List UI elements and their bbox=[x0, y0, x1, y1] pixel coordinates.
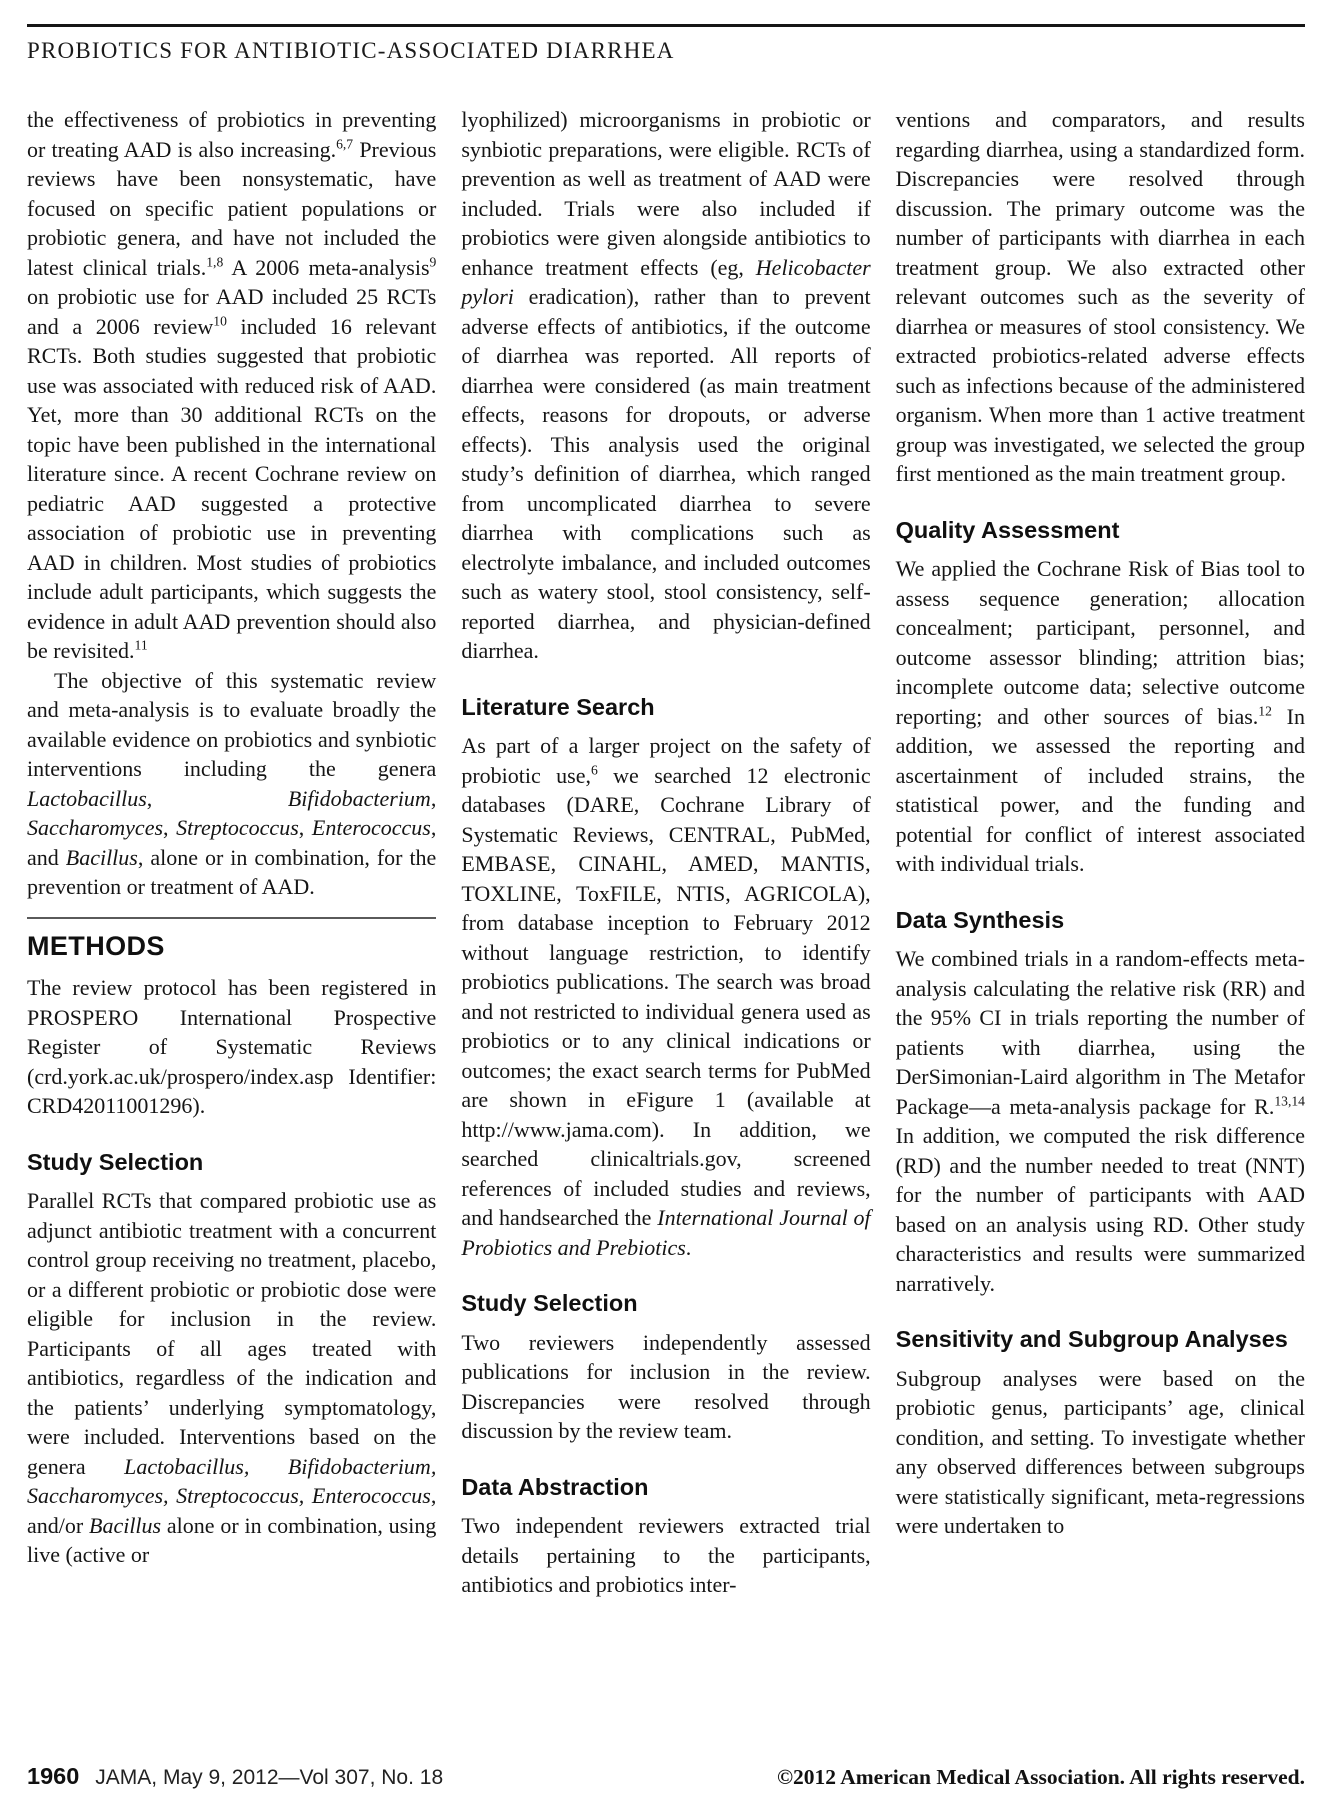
subsection-heading: Study Selection bbox=[27, 1148, 204, 1175]
text-segment: Helicobacter pylori bbox=[461, 254, 871, 309]
text-segment: Lactobacillus, Bifidobacterium, Saccharomyces, Streptococcus, Enterococcus bbox=[27, 1453, 437, 1508]
text-segment: Previous reviews have been nonsystematic, have focused on specific patient populations or probiotic genera, and have not included the latest clinical trials. bbox=[27, 136, 437, 280]
text-segment: Bacillus bbox=[65, 844, 138, 870]
text-segment: A 2006 meta-analysis bbox=[223, 254, 430, 280]
text-segment: . bbox=[685, 1234, 692, 1260]
paragraph bbox=[27, 973, 436, 1121]
header-rule bbox=[27, 24, 1305, 27]
text-column-1 bbox=[27, 105, 436, 1750]
subsection-heading: Literature Search bbox=[461, 693, 655, 720]
paragraph bbox=[896, 944, 1305, 1298]
text-column-2 bbox=[461, 105, 870, 1750]
paragraph bbox=[27, 1186, 436, 1570]
text-segment: on probiotic use for AAD included 25 RCTs and a 2006 review bbox=[27, 284, 437, 339]
subsection-heading: Quality Assessment bbox=[895, 516, 1120, 543]
subsection-heading: Data Abstraction bbox=[461, 1473, 649, 1500]
text-column-3 bbox=[896, 105, 1305, 1750]
text-segment: Two independent reviewers extracted trial details pertaining to the participants, antibiotics and probiotics inter- bbox=[461, 1513, 871, 1597]
text-segment: , bbox=[146, 785, 288, 811]
text-segment: The review protocol has been registered in PROSPERO International Prospective Register of Systematic Reviews (crd.york.ac.uk/prospero/index.asp Identifier: CRD42011001296). bbox=[27, 975, 437, 1118]
text-segment: We combined trials in a random-effects meta-analysis calculating the relative risk (RR) and the 95% CI in trials reporting the number of patients with diarrhea, using the DerSimonian-Laird algorithm in The Metafor Package—a meta-analysis package for R. bbox=[895, 946, 1305, 1119]
page-content bbox=[27, 0, 1305, 1750]
running-head-title: PROBIOTICS FOR ANTIBIOTIC-ASSOCIATED DIARRHEA bbox=[27, 38, 675, 63]
text-segment: , bbox=[163, 815, 177, 840]
text-segment: Lactobacillus bbox=[27, 785, 147, 811]
text-segment: , bbox=[298, 815, 312, 840]
text-segment: Bifidobacterium bbox=[287, 785, 431, 811]
text-segment: we searched 12 electronic databases (DARE, Cochrane Library of Systematic Reviews, CENTRAL, PubMed, EMBASE, CINAHL, AMED, MANTIS, TOXLINE, ToxFILE, NTIS, AGRICOLA), from database inception to February 2012 without language restriction, to identify probiotics publications. The search was broad and not restricted to individual genera used as probiotics or to any clinical indications or outcomes; the exact search terms for PubMed are shown in eFigure 1 (available at http://www.jama.com). In addition, we searched clinicaltrials.gov, screened references of included studies and reviews, and handsearched the bbox=[461, 762, 871, 1230]
text-segment: As part of a larger project on the safety of probiotic use, bbox=[461, 733, 871, 788]
copyright-notice: ©2012 American Medical Association. All rights reserved. bbox=[776, 1765, 1305, 1789]
text-segment: alone or in combination, using live (active or bbox=[27, 1512, 437, 1567]
reference-superscript: 10 bbox=[213, 313, 227, 329]
text-segment: included 16 relevant RCTs. Both studies suggested that probiotic use was associated with reduced risk of AAD. Yet, more than 30 additional RCTs on the topic have been published in the international literature since. A recent Cochrane review on pediatric AAD suggested a protective association of probiotic use in preventing AAD in children. Most studies of probiotics include adult participants, which suggests the evidence in adult AAD prevention should also be revisited. bbox=[27, 313, 437, 663]
text-segment: International Journal of Probiotics and Prebiotics bbox=[461, 1205, 871, 1260]
subsection-heading: Sensitivity and Subgroup Analyses bbox=[895, 1326, 1288, 1352]
page-footer bbox=[27, 1763, 1305, 1790]
journal-info: JAMA, May 9, 2012—Vol 307, No. 18 bbox=[95, 1766, 444, 1789]
section-heading: METHODS bbox=[27, 930, 165, 961]
reference-superscript: 13,14 bbox=[1274, 1093, 1305, 1109]
text-segment: , alone or in combination, for the prevention or treatment of AAD. bbox=[27, 844, 437, 899]
reference-superscript: 9 bbox=[429, 254, 437, 270]
text-segment: In addition, we computed the risk difference (RD) and the number needed to treat (NNT) for the number of participants with AAD based on an analysis using RD. Other study characteristics and results were summarized narratively. bbox=[895, 1123, 1305, 1296]
reference-superscript: 1,8 bbox=[206, 254, 224, 270]
paragraph bbox=[896, 554, 1305, 879]
paragraph bbox=[896, 105, 1305, 489]
text-segment: ventions and comparators, and results regarding diarrhea, using a standardized form. Discrepancies were resolved through discussion. The primary outcome was the number of participants with diarrhea in each treatment group. We also extracted other relevant outcomes such as the severity of diarrhea or measures of stool consistency. We extracted probiotics-related adverse effects such as infections because of the administered organism. When more than 1 active treatment group was investigated, we selected the group first mentioned as the main treatment group. bbox=[895, 107, 1305, 486]
paragraph bbox=[461, 731, 870, 1262]
text-segment: Bacillus bbox=[89, 1512, 162, 1538]
text-segment: Two reviewers independently assessed publications for inclusion in the review. Discrepancies were resolved through discussion by the review team. bbox=[461, 1329, 871, 1443]
paragraph bbox=[27, 105, 436, 666]
text-segment: , and/or bbox=[27, 1483, 437, 1538]
text-segment: Parallel RCTs that compared probiotic use as adjunct antibiotic treatment with a concurrent control group receiving no treatment, placebo, or a different probiotic or probiotic dose were eligible for inclusion in the review. Participants of all ages treated with antibiotics, regardless of the indication and the patients’ underlying symptomatology, were included. Interventions based on the genera bbox=[27, 1188, 437, 1479]
reference-superscript: 6,7 bbox=[336, 136, 354, 152]
text-segment: In addition, we assessed the reporting and ascertainment of included strains, the statistical power, and the funding and potential for conflict of interest associated with individual trials. bbox=[895, 703, 1305, 876]
text-segment: Subgroup analyses were based on the probiotic genus, participants’ age, clinical condition, and setting. To investigate whether any observed differences between subgroups were statistically significant, meta-regressions were undertaken to bbox=[895, 1365, 1305, 1538]
text-segment: Streptococcus bbox=[176, 815, 299, 840]
subsection-heading: Data Synthesis bbox=[895, 906, 1065, 933]
text-segment: , bbox=[430, 785, 437, 811]
reference-superscript: 11 bbox=[134, 637, 148, 653]
paragraph bbox=[461, 1328, 870, 1446]
text-columns bbox=[27, 105, 1305, 1750]
text-segment: We applied the Cochrane Risk of Bias tool to assess sequence generation; allocation concealment; participant, personnel, and outcome assessor blinding; attrition bias; incomplete outcome data; selective outcome reporting; and other sources of bias. bbox=[895, 556, 1305, 729]
text-segment: The objective of this systematic review and meta-analysis is to evaluate broadly the available evidence on probiotics and synbiotic interventions including the genera bbox=[27, 667, 437, 781]
text-segment: Saccharomyces bbox=[27, 815, 164, 840]
paragraph bbox=[461, 1511, 870, 1600]
reference-superscript: 12 bbox=[1258, 703, 1272, 719]
text-segment: lyophilized) microorganisms in probiotic or synbiotic preparations, were eligible. RCTs of prevention as well as treatment of AAD were included. Trials were also included if probiotics were given alongside antibiotics to enhance treatment effects (eg, bbox=[461, 107, 871, 280]
text-segment: , and bbox=[27, 815, 437, 870]
section-divider bbox=[27, 917, 436, 919]
text-segment: the effectiveness of probiotics in preventing or treating AAD is also increasing. bbox=[27, 107, 437, 162]
paragraph bbox=[461, 105, 870, 666]
text-segment: eradication), rather than to prevent adverse effects of antibiotics, if the outcome of diarrhea was reported. All reports of diarrhea were considered (as main treatment effects, reasons for dropouts, or adverse effects). This analysis used the original study’s definition of diarrhea, which ranged from uncomplicated diarrhea to severe diarrhea with complications such as electrolyte imbalance, and included outcomes such as watery stool, stool consistency, self-reported diarrhea, and physician-defined diarrhea. bbox=[461, 284, 871, 663]
text-segment: Enterococcus bbox=[311, 815, 431, 840]
paragraph bbox=[896, 1364, 1305, 1541]
subsection-heading: Study Selection bbox=[461, 1290, 638, 1316]
page-number: 1960 bbox=[27, 1763, 80, 1789]
paragraph bbox=[27, 666, 436, 902]
footer-left bbox=[27, 1763, 443, 1790]
reference-superscript: 6 bbox=[590, 762, 598, 778]
